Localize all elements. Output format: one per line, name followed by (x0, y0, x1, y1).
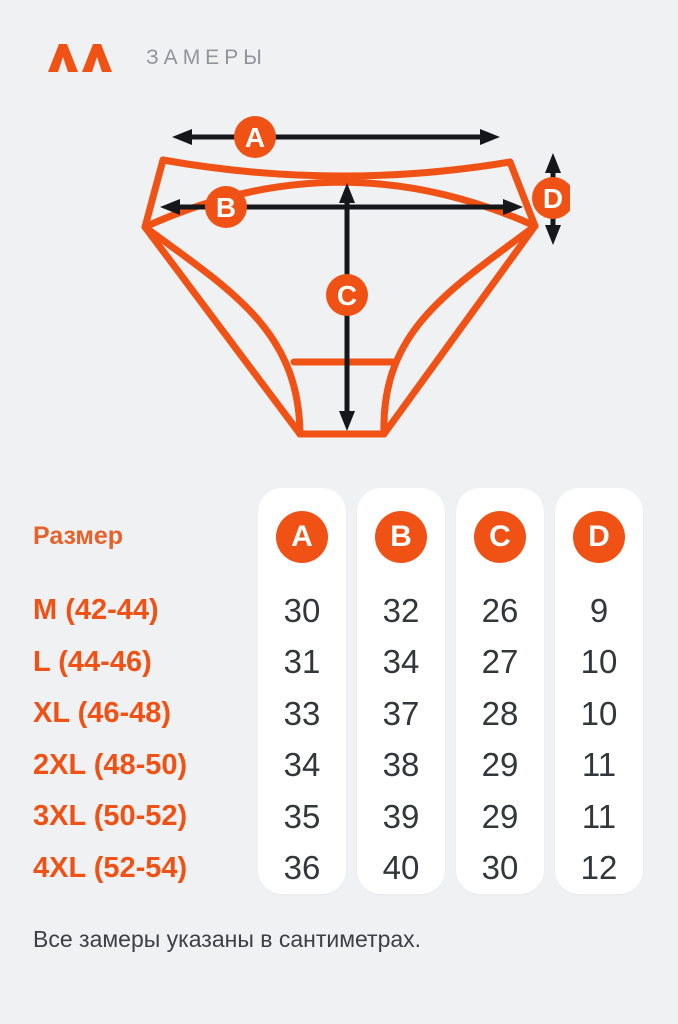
measure-column-b (357, 488, 445, 894)
column-letter: C (474, 511, 526, 563)
measure-column-a (258, 488, 346, 894)
brand-double-chevron-icon (48, 44, 112, 72)
column-letter: A (276, 511, 328, 563)
table-cell: 12 (580, 849, 618, 887)
table-cell: 28 (481, 694, 519, 732)
table-cell: 30 (283, 591, 321, 629)
measurement-diagram (110, 90, 570, 460)
table-cell: 30 (481, 849, 519, 887)
size-label: 2XL (48-50) (33, 748, 188, 781)
column-header-badge-a (276, 488, 328, 585)
column-header-badge-d (573, 488, 625, 585)
svg-text:C: C (336, 280, 358, 311)
measure-column-d (555, 488, 643, 894)
size-label: 3XL (50-52) (33, 800, 188, 833)
size-label-column (33, 585, 255, 894)
table-cell: 11 (581, 746, 617, 784)
table-cell: 37 (382, 694, 420, 732)
size-label: L (44-46) (33, 645, 152, 678)
page-title: ЗАМЕРЫ (146, 46, 267, 69)
table-cell: 33 (283, 694, 321, 732)
size-label: 4XL (52-54) (33, 851, 188, 884)
table-cell: 38 (382, 746, 420, 784)
table-cell: 29 (481, 746, 519, 784)
arrow-a (172, 129, 500, 145)
svg-text:A: A (244, 122, 266, 153)
size-column-header: Размер (33, 522, 124, 550)
page-header (48, 43, 267, 73)
column-letter: B (375, 511, 427, 563)
size-label: M (42-44) (33, 594, 159, 627)
size-label: XL (46-48) (33, 697, 172, 730)
table-cell: 10 (580, 694, 618, 732)
table-cell: 39 (382, 797, 420, 835)
svg-text:D: D (542, 183, 564, 214)
column-values-d (555, 585, 643, 894)
table-cell: 26 (481, 591, 519, 629)
table-cell: 11 (581, 797, 617, 835)
table-cell: 31 (283, 643, 321, 681)
measure-badge-c (326, 274, 368, 316)
table-cell: 34 (382, 643, 420, 681)
table-cell: 36 (283, 849, 321, 887)
table-cell: 10 (580, 643, 618, 681)
table-cell: 32 (382, 591, 420, 629)
column-header-badge-b (375, 488, 427, 585)
column-values-b (357, 585, 445, 894)
table-cell: 40 (382, 849, 420, 887)
column-letter: D (573, 511, 625, 563)
table-cell: 35 (283, 797, 321, 835)
column-header-badge-c (474, 488, 526, 585)
table-cell: 29 (481, 797, 519, 835)
measure-column-c (456, 488, 544, 894)
svg-text:B: B (215, 192, 237, 223)
measure-badge-d (532, 177, 570, 219)
measure-badge-a (234, 116, 276, 158)
table-cell: 27 (481, 643, 519, 681)
table-cell: 34 (283, 746, 321, 784)
measure-badge-b (205, 186, 247, 228)
units-note: Все замеры указаны в сантиметрах. (33, 926, 422, 952)
column-values-c (456, 585, 544, 894)
table-cell: 9 (589, 591, 609, 629)
column-values-a (258, 585, 346, 894)
